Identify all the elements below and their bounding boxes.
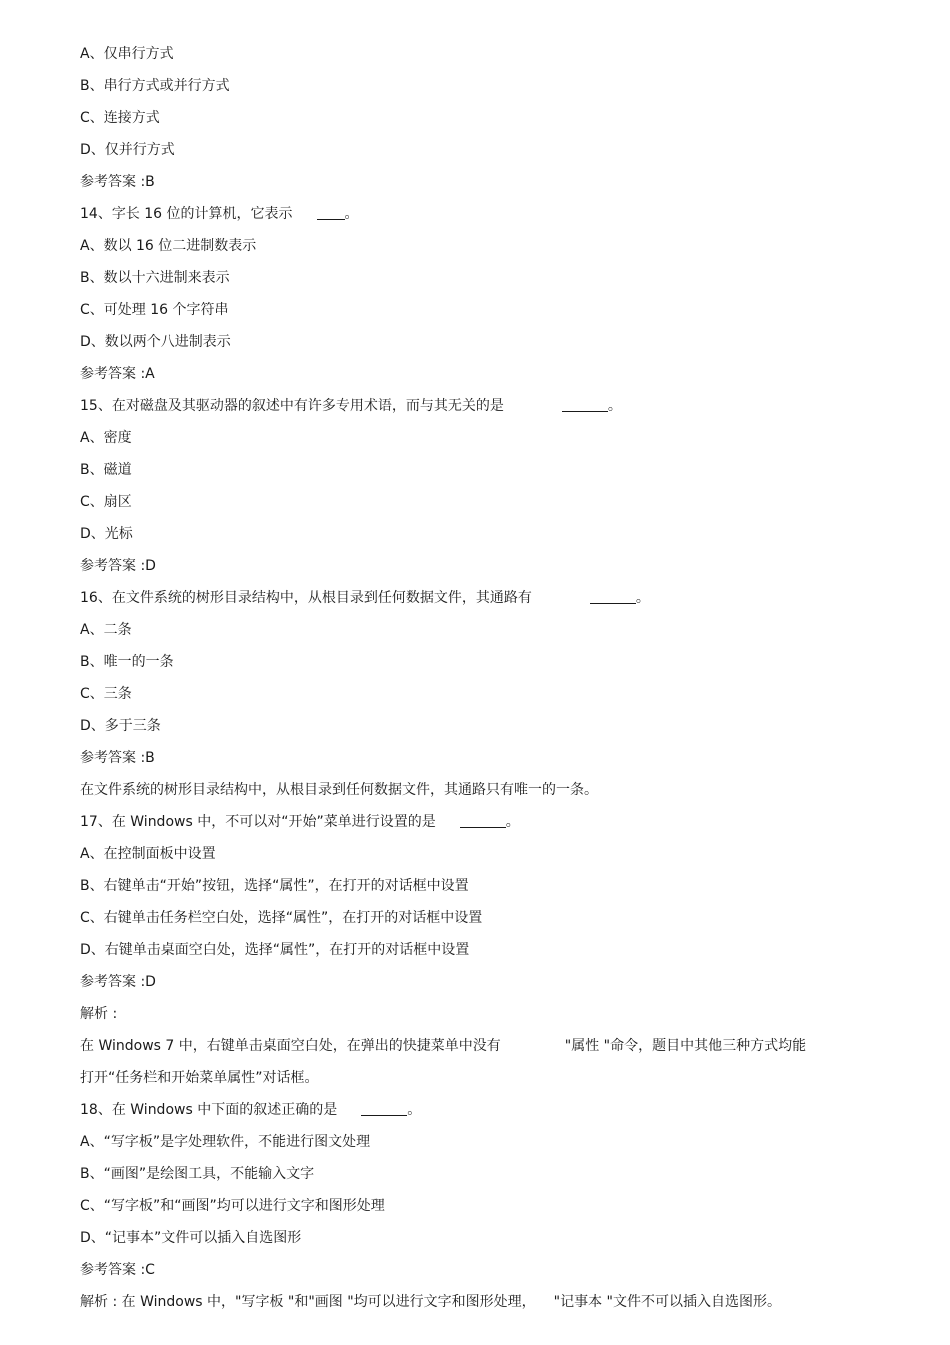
q17-option-a: A、在控制面板中设置 bbox=[80, 846, 216, 862]
q14-period: 。 bbox=[344, 206, 359, 222]
q17-analysis-line-2: 打开“任务栏和开始菜单属性”对话框。 bbox=[80, 1070, 319, 1086]
q15-period: 。 bbox=[607, 398, 622, 414]
q16-explanation: 在文件系统的树形目录结构中，从根目录到任何数据文件，其通路只有唯一的一条。 bbox=[80, 782, 598, 798]
q17-answer-blank bbox=[460, 813, 506, 828]
q15-answer: 参考答案 :D bbox=[80, 558, 156, 574]
q17-option-b: B、右键单击“开始”按钮，选择“属性”，在打开的对话框中设置 bbox=[80, 878, 469, 894]
q18-answer: 参考答案 :C bbox=[80, 1262, 155, 1278]
q13-option-c: C、连接方式 bbox=[80, 110, 160, 126]
q16-option-a: A、二条 bbox=[80, 622, 132, 638]
q18-option-d: D、“记事本”文件可以插入自选图形 bbox=[80, 1230, 302, 1246]
q18-period: 。 bbox=[407, 1102, 422, 1118]
q18-question bbox=[80, 1094, 880, 1126]
q14-answer: 参考答案 :A bbox=[80, 366, 155, 382]
q17-option-c: C、右键单击任务栏空白处，选择“属性”，在打开的对话框中设置 bbox=[80, 910, 483, 926]
q14-option-a: A、数以 16 位二进制数表示 bbox=[80, 238, 257, 254]
q17-option-d: D、右键单击桌面空白处，选择“属性”，在打开的对话框中设置 bbox=[80, 942, 470, 958]
q17-analysis-line-1 bbox=[80, 1030, 880, 1062]
q18-option-c: C、“写字板”和“画图”均可以进行文字和图形处理 bbox=[80, 1198, 385, 1214]
q16-answer: 参考答案 :B bbox=[80, 750, 155, 766]
q13-answer: 参考答案 :B bbox=[80, 174, 155, 190]
q15-answer-blank bbox=[562, 397, 608, 412]
q15-question-text: 15、在对磁盘及其驱动器的叙述中有许多专用术语，而与其无关的是 bbox=[80, 398, 504, 414]
q17-question bbox=[80, 806, 880, 838]
q16-question bbox=[80, 582, 880, 614]
q14-answer-blank bbox=[317, 205, 345, 220]
q18-answer-blank bbox=[361, 1101, 407, 1116]
q17-question-text: 17、在 Windows 中，不可以对“开始”菜单进行设置的是 bbox=[80, 814, 436, 830]
q17-period: 。 bbox=[505, 814, 520, 830]
q18-question-text: 18、在 Windows 中下面的叙述正确的是 bbox=[80, 1102, 338, 1118]
q18-analysis-part-1: 解析 : 在 Windows 中，"写字板 "和"画图 "均可以进行文字和图形处理， bbox=[80, 1294, 536, 1310]
q13-option-a: A、仅串行方式 bbox=[80, 46, 174, 62]
q16-option-c: C、三条 bbox=[80, 686, 132, 702]
q16-option-d: D、多于三条 bbox=[80, 718, 161, 734]
q17-analysis-part-1: 在 Windows 7 中，右键单击桌面空白处，在弹出的快捷菜单中没有 bbox=[80, 1038, 501, 1054]
q16-question-text: 16、在文件系统的树形目录结构中，从根目录到任何数据文件，其通路有 bbox=[80, 590, 532, 606]
q15-question bbox=[80, 390, 880, 422]
q17-analysis-label: 解析 : bbox=[80, 1006, 118, 1022]
q17-answer: 参考答案 :D bbox=[80, 974, 156, 990]
q14-option-b: B、数以十六进制来表示 bbox=[80, 270, 230, 286]
q15-option-d: D、光标 bbox=[80, 526, 133, 542]
q13-option-d: D、仅并行方式 bbox=[80, 142, 175, 158]
document-page bbox=[80, 38, 880, 1318]
q16-period: 。 bbox=[635, 590, 650, 606]
q16-option-b: B、唯一的一条 bbox=[80, 654, 174, 670]
q14-option-c: C、可处理 16 个字符串 bbox=[80, 302, 229, 318]
q15-option-c: C、扇区 bbox=[80, 494, 132, 510]
q18-analysis bbox=[80, 1286, 880, 1318]
q16-answer-blank bbox=[590, 589, 636, 604]
q18-option-b: B、“画图”是绘图工具，不能输入文字 bbox=[80, 1166, 315, 1182]
q15-option-b: B、磁道 bbox=[80, 462, 132, 478]
q15-option-a: A、密度 bbox=[80, 430, 132, 446]
q14-option-d: D、数以两个八进制表示 bbox=[80, 334, 231, 350]
q17-analysis-part-2: "属性 "命令，题目中其他三种方式均能 bbox=[564, 1038, 807, 1054]
q18-analysis-part-2: "记事本 "文件不可以插入自选图形。 bbox=[553, 1294, 782, 1310]
q13-option-b: B、串行方式或并行方式 bbox=[80, 78, 230, 94]
q14-question bbox=[80, 198, 880, 230]
q14-question-text: 14、字长 16 位的计算机，它表示 bbox=[80, 206, 293, 222]
q18-option-a: A、“写字板”是字处理软件，不能进行图文处理 bbox=[80, 1134, 371, 1150]
